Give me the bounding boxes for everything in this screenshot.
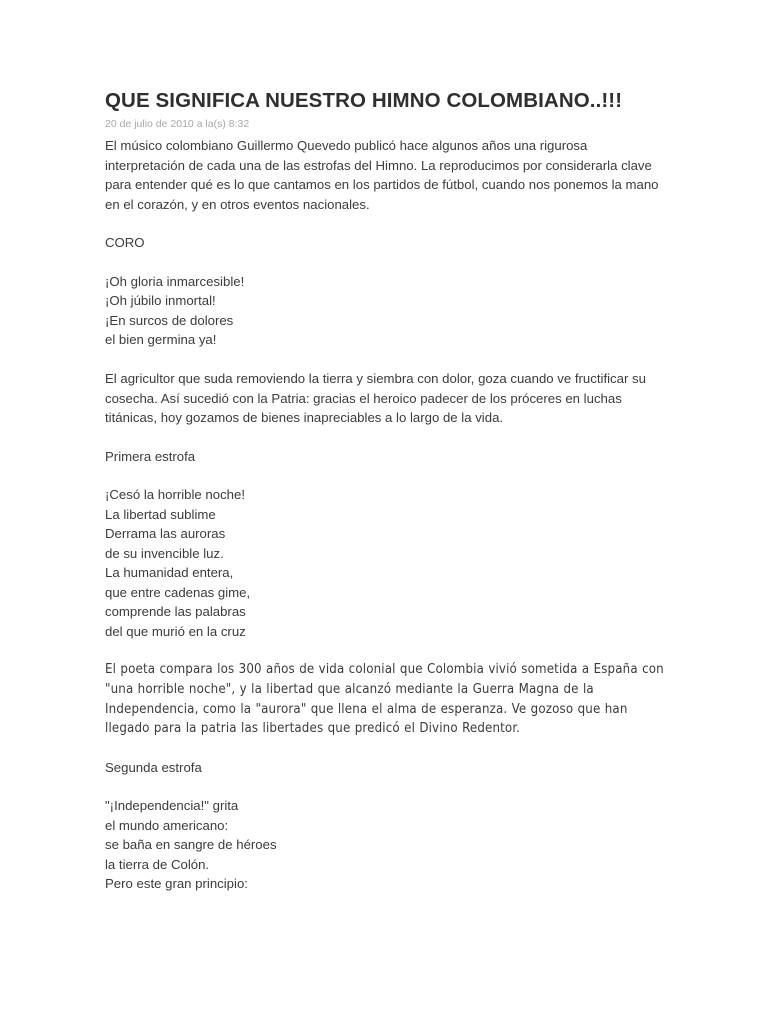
page-title: QUE SIGNIFICA NUESTRO HIMNO COLOMBIANO..!!!	[105, 89, 623, 112]
verse-block-primera-estrofa	[105, 485, 667, 641]
verse-line: Derrama las auroras	[105, 526, 226, 542]
verse-line: Pero este gran principio:	[105, 876, 248, 892]
verse-line: ¡Oh gloria inmarcesible!	[105, 273, 245, 289]
verse-line: el bien germina ya!	[105, 332, 217, 348]
document-content	[105, 88, 667, 894]
verse-line: del que murió en la cruz	[105, 623, 246, 639]
verse-line: de su invencible luz.	[105, 545, 224, 561]
verse-line: La libertad sublime	[105, 506, 216, 522]
coro-commentary-paragraph: El agricultor que suda removiendo la tierra y siembra con dolor, goza cuando ve fructificar su cosecha. Así sucedió con la Patria: gracias el heroico padecer de los próceres en luchas titánicas, hoy gozamos de bienes inapreciables a lo largo de la vida.	[105, 370, 646, 426]
intro-paragraph: El músico colombiano Guillermo Quevedo publicó hace algunos años una rigurosa interpretación de cada una de las estrofas del Himno. La reproducimos por considerarla clave para entender qué es lo que cantamos en los partidos de fútbol, cuando nos ponemos la mano en el corazón, y en otros eventos nacionales.	[105, 138, 659, 212]
verse-block-coro	[105, 272, 667, 350]
verse-line: comprende las palabras	[105, 604, 246, 620]
publication-date: 20 de julio de 2010 a la(s) 8:32	[105, 118, 250, 130]
verse-line: La humanidad entera,	[105, 565, 234, 581]
section-label-coro: CORO	[105, 235, 145, 251]
verse-line: ¡Oh júbilo inmortal!	[105, 293, 216, 309]
verse-line: "¡Independencia!" grita	[105, 798, 239, 814]
primera-estrofa-commentary-paragraph: El poeta compara los 300 años de vida colonial que Colombia vivió sometida a España con "una horrible noche", y la libertad que alcanzó mediante la Guerra Magna de la Independencia, como la "aurora" que llena el alma de esperanza. Ve gozoso que han llegado para la patria las libertades que predicó el Divino Redentor.	[105, 662, 664, 737]
verse-line: el mundo americano:	[105, 817, 229, 833]
verse-line: ¡Cesó la horrible noche!	[105, 487, 246, 503]
section-label-segunda-estrofa: Segunda estrofa	[105, 759, 202, 775]
verse-line: la tierra de Colón.	[105, 856, 210, 872]
verse-line: que entre cadenas gime,	[105, 584, 251, 600]
verse-block-segunda-estrofa	[105, 796, 667, 894]
verse-line: ¡En surcos de dolores	[105, 312, 234, 328]
verse-line: se baña en sangre de héroes	[105, 837, 277, 853]
section-label-primera-estrofa: Primera estrofa	[105, 448, 196, 464]
